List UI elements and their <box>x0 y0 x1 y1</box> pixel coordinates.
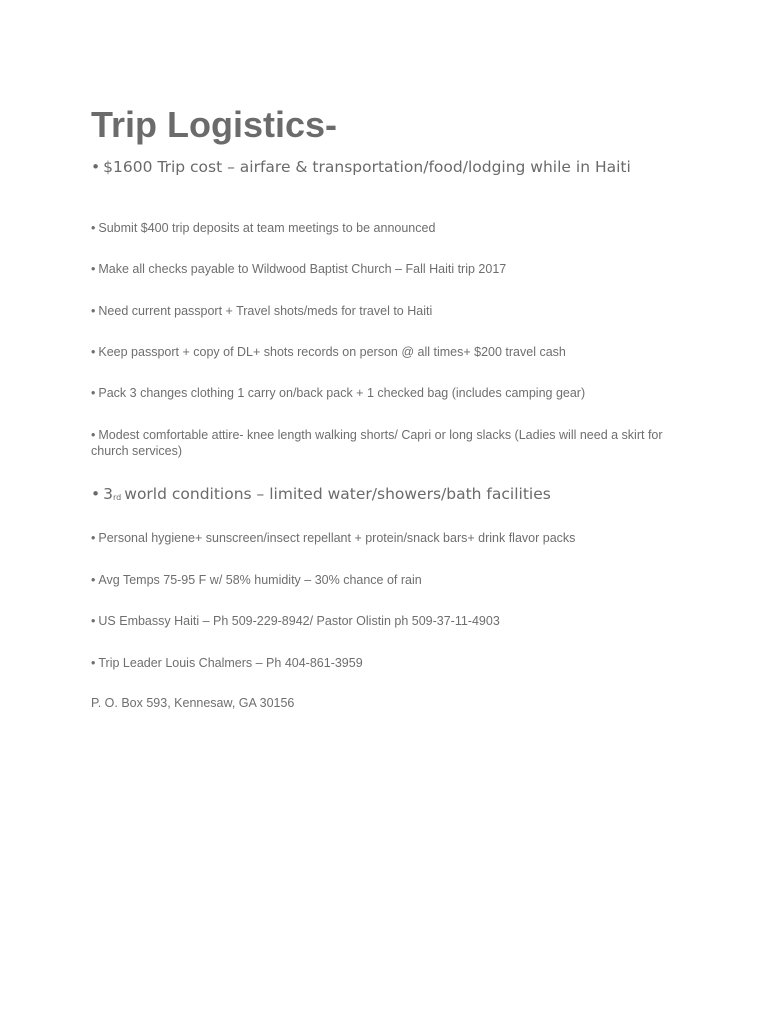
bullet-icon: • <box>91 262 96 276</box>
page-title: Trip Logistics- <box>91 104 338 145</box>
address-text: P. O. Box 593, Kennesaw, GA 30156 <box>91 696 295 710</box>
list-item <box>91 655 363 671</box>
list-item-text: Avg Temps 75-95 F w/ 58% humidity – 30% chance of rain <box>98 573 422 587</box>
conditions-item <box>91 484 551 508</box>
bullet-icon: • <box>91 304 96 318</box>
trip-cost-text: $1600 Trip cost – airfare & transportation/food/lodging while in Haiti <box>103 158 631 176</box>
list-item-text: Trip Leader Louis Chalmers – Ph 404-861-3959 <box>98 656 363 670</box>
list-item-text: Submit $400 trip deposits at team meetings to be announced <box>98 221 436 235</box>
conditions-number: 3 <box>103 485 114 503</box>
list-item <box>91 572 422 588</box>
list-item-text: Make all checks payable to Wildwood Baptist Church – Fall Haiti trip 2017 <box>98 262 507 276</box>
list-item-text: Need current passport + Travel shots/meds for travel to Haiti <box>98 304 433 318</box>
trip-cost-item <box>91 157 631 177</box>
conditions-text: world conditions – limited water/showers/bath facilities <box>124 485 551 503</box>
list-item <box>91 261 506 277</box>
list-item-text: US Embassy Haiti – Ph 509-229-8942/ Pastor Olistin ph 509-37-11-4903 <box>98 614 500 628</box>
list-item <box>91 385 585 401</box>
list-item-text: Pack 3 changes clothing 1 carry on/back pack + 1 checked bag (includes camping gear) <box>98 386 586 400</box>
bullet-icon: • <box>91 485 101 503</box>
list-item <box>91 613 500 629</box>
list-item <box>91 220 435 236</box>
list-item-text: Modest comfortable attire- knee length walking shorts/ Capri or long slacks (Ladies will need a skirt for church services) <box>91 428 663 458</box>
list-item <box>91 427 691 459</box>
bullet-icon: • <box>91 386 96 400</box>
bullet-icon: • <box>91 158 101 176</box>
list-item <box>91 344 566 360</box>
bullet-icon: • <box>91 531 96 545</box>
bullet-icon: • <box>91 345 96 359</box>
bullet-icon: • <box>91 656 96 670</box>
bullet-icon: • <box>91 614 96 628</box>
list-item <box>91 530 575 546</box>
bullet-icon: • <box>91 428 96 442</box>
bullet-icon: • <box>91 221 96 235</box>
list-item-text: Personal hygiene+ sunscreen/insect repellant + protein/snack bars+ drink flavor packs <box>98 531 576 545</box>
list-item <box>91 303 432 319</box>
conditions-ordinal: rd <box>113 493 122 502</box>
bullet-icon: • <box>91 573 96 587</box>
list-item-text: Keep passport + copy of DL+ shots records on person @ all times+ $200 travel cash <box>98 345 566 359</box>
